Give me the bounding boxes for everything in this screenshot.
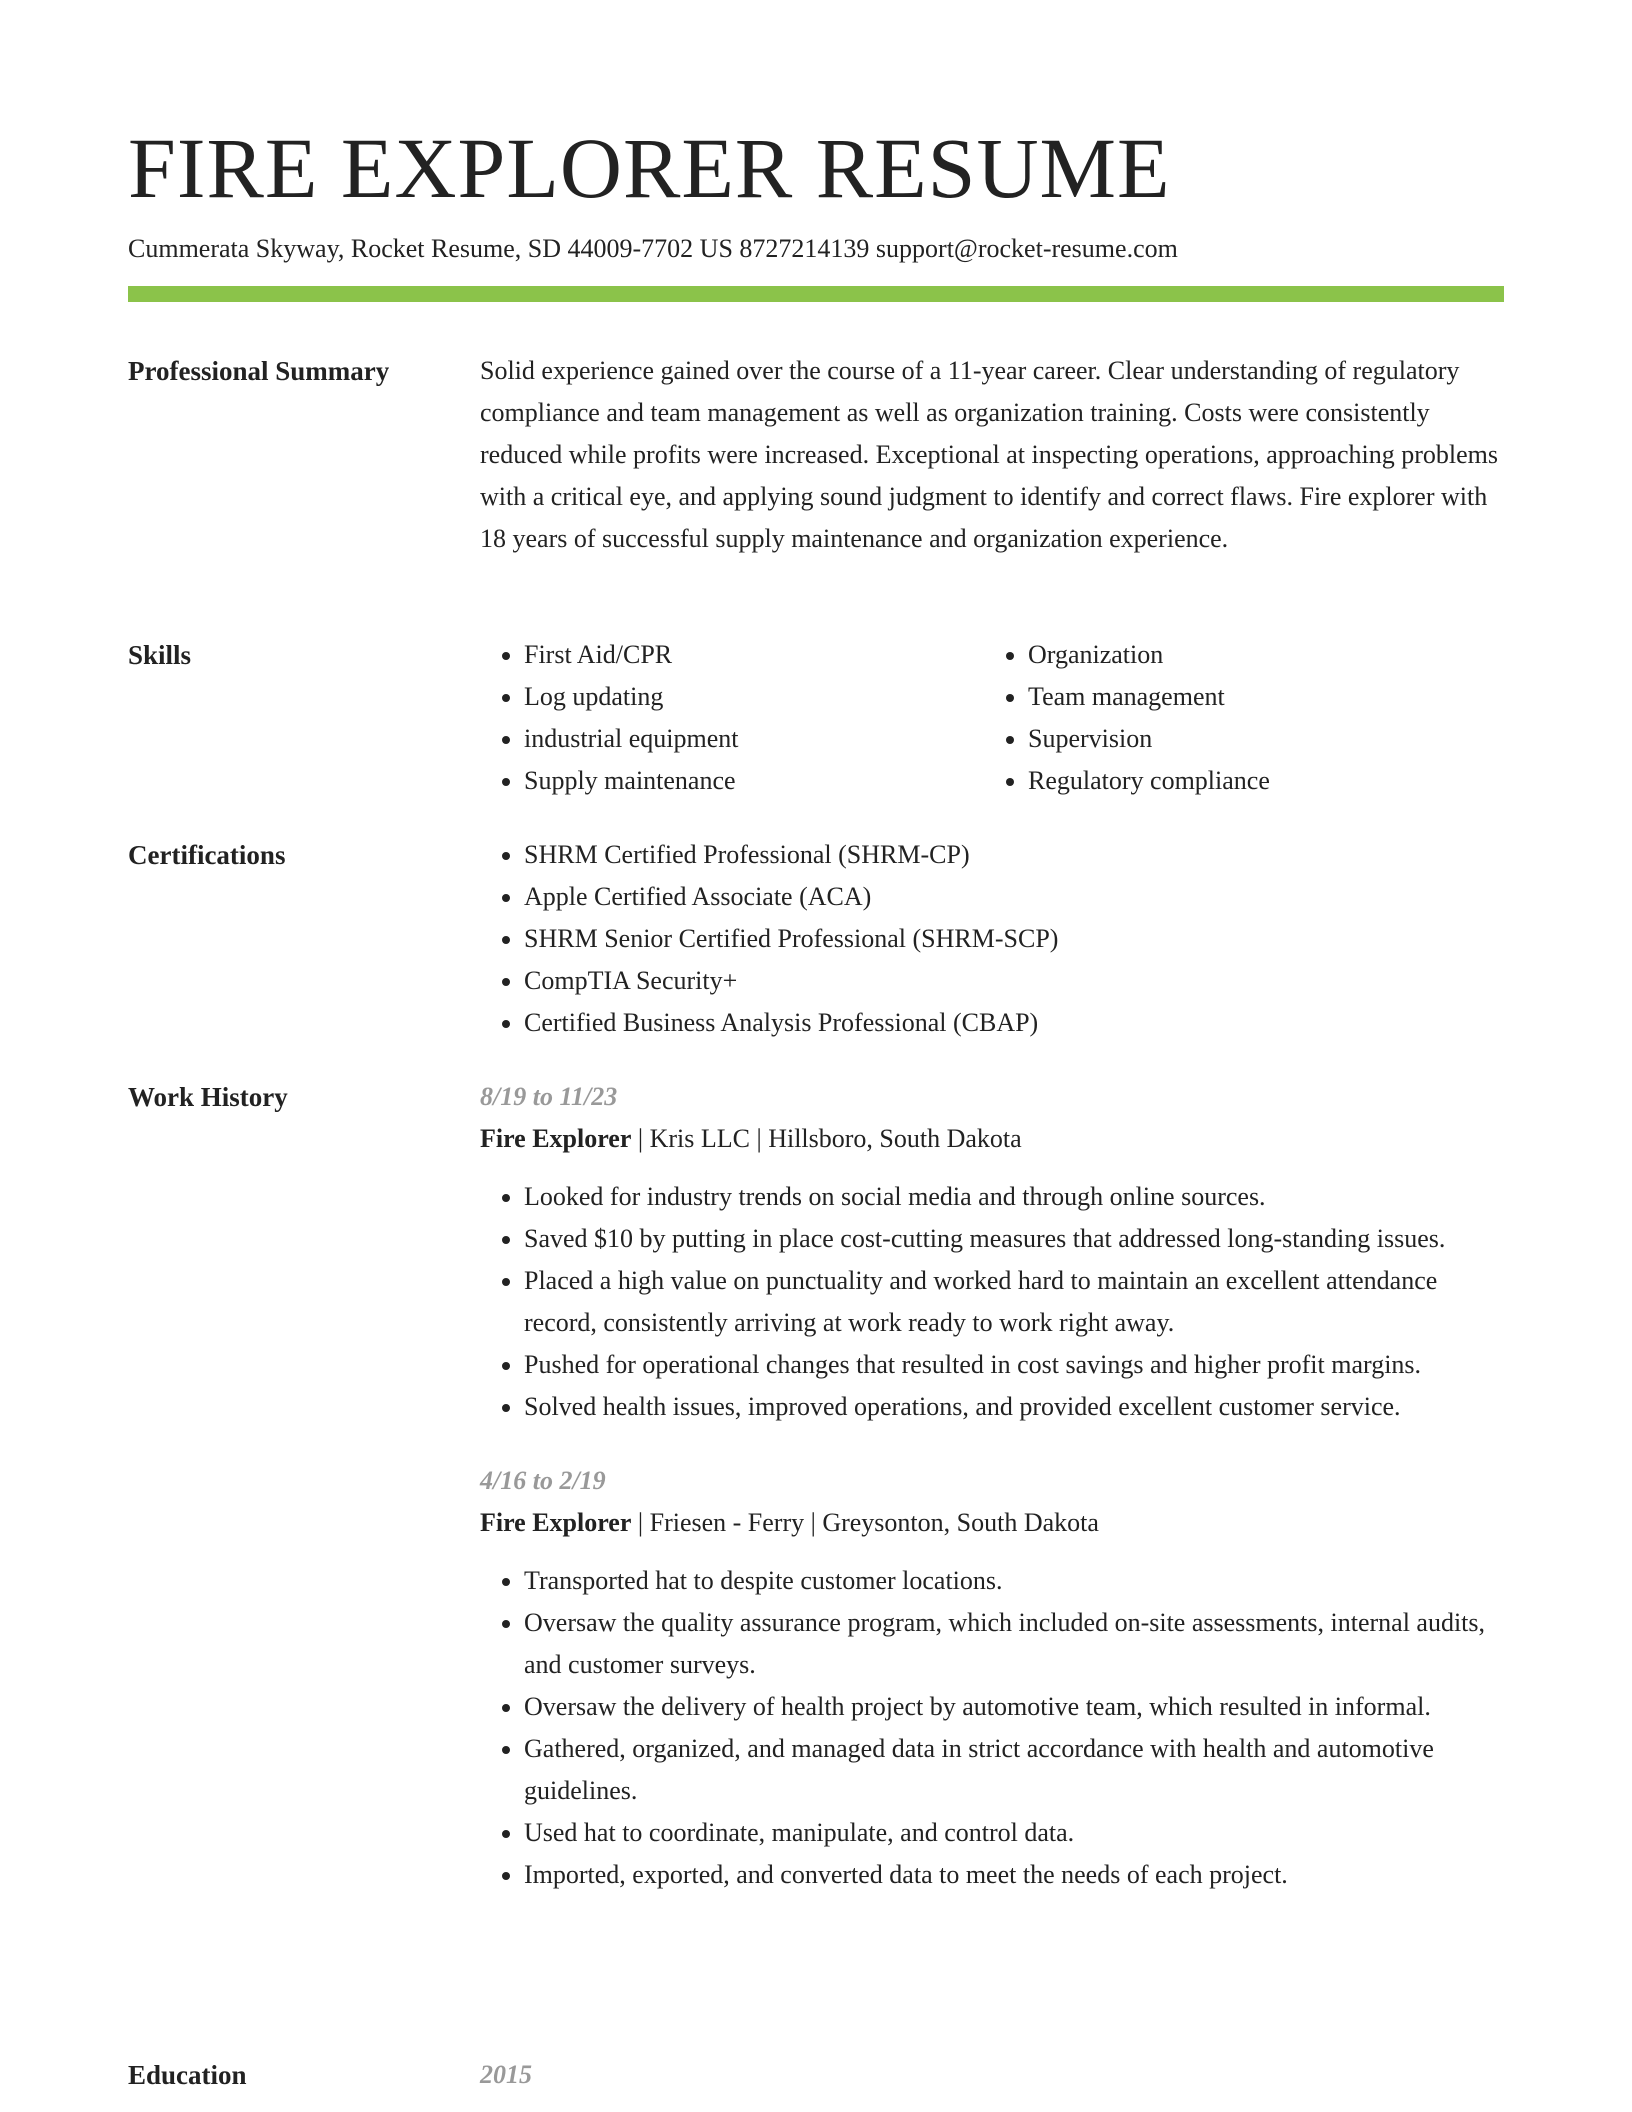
job-bullets: [480, 1560, 1504, 1896]
skill-item: • Team management: [1028, 676, 1488, 718]
certification-item: • CompTIA Security+: [524, 960, 1504, 1002]
job-bullets: [480, 1176, 1504, 1428]
skill-item: • industrial equipment: [524, 718, 984, 760]
job-entry: [480, 1076, 1504, 1428]
section-label-education: Education: [128, 2060, 247, 2090]
header-accent-rule: [128, 286, 1504, 302]
summary-content: [480, 350, 1504, 560]
section-label-summary: Professional Summary: [128, 356, 390, 386]
job-bullet: • Transported hat to despite customer locations.: [524, 1560, 1504, 1602]
skills-content: [480, 634, 1504, 802]
job-dates: 8/19 to 11/23: [480, 1082, 618, 1111]
skill-item: • Supervision: [1028, 718, 1488, 760]
section-label-skills: Skills: [128, 640, 192, 670]
education-year: 2015: [480, 2060, 532, 2089]
certification-item: • SHRM Certified Professional (SHRM-CP): [524, 834, 1504, 876]
summary-text: Solid experience gained over the course of a 11-year career. Clear understanding of regulatory compliance and team management as well as organization training. Costs were consistently reduced while profits were increased. Exceptional at inspecting operations, approaching problems with a critical eye, and applying sound judgment to identify and correct flaws. Fire explorer with 18 years of successful supply maintenance and organization experience.: [480, 356, 1498, 553]
skill-item: • Organization: [1028, 634, 1488, 676]
certifications-list: [480, 834, 1504, 1044]
job-title: Fire Explorer: [480, 1124, 632, 1153]
job-heading: [480, 1118, 1504, 1160]
job-bullet: • Solved health issues, improved operations, and provided excellent customer service.: [524, 1386, 1504, 1428]
job-bullet: • Pushed for operational changes that resulted in cost savings and higher profit margins.: [524, 1344, 1504, 1386]
section-label-certifications: Certifications: [128, 840, 286, 870]
job-bullet: • Oversaw the quality assurance program, which included on-site assessments, internal audits, and customer surveys.: [524, 1602, 1504, 1686]
certifications-content: [480, 834, 1504, 1044]
certification-item: • Certified Business Analysis Professional (CBAP): [524, 1002, 1504, 1044]
certification-item: • SHRM Senior Certified Professional (SHRM-SCP): [524, 918, 1504, 960]
job-entry: [480, 1460, 1504, 1896]
work-history-content: [480, 1076, 1504, 1896]
certification-item: • Apple Certified Associate (ACA): [524, 876, 1504, 918]
job-bullet: • Saved $10 by putting in place cost-cutting measures that addressed long-standing issues.: [524, 1218, 1504, 1260]
job-bullet: • Used hat to coordinate, manipulate, and control data.: [524, 1812, 1504, 1854]
skills-column: [984, 634, 1488, 802]
skill-item: • Regulatory compliance: [1028, 760, 1488, 802]
resume-title: FIRE EXPLORER RESUME: [128, 120, 1171, 216]
job-details: | Friesen - Ferry | Greysonton, South Dakota: [631, 1508, 1099, 1537]
job-bullet: • Placed a high value on punctuality and worked hard to maintain an excellent attendance record, consistently arriving at work ready to work right away.: [524, 1260, 1504, 1344]
job-details: | Kris LLC | Hillsboro, South Dakota: [631, 1124, 1022, 1153]
skills-list: [984, 634, 1488, 802]
skill-item: • Supply maintenance: [524, 760, 984, 802]
section-label-work-history: Work History: [128, 1082, 288, 1112]
skills-list: [480, 634, 984, 802]
skill-item: • First Aid/CPR: [524, 634, 984, 676]
job-bullet: • Oversaw the delivery of health project by automotive team, which resulted in informal.: [524, 1686, 1504, 1728]
job-bullet: • Looked for industry trends on social media and through online sources.: [524, 1176, 1504, 1218]
skill-item: • Log updating: [524, 676, 984, 718]
job-bullet: • Imported, exported, and converted data to meet the needs of each project.: [524, 1854, 1504, 1896]
job-bullet: • Gathered, organized, and managed data in strict accordance with health and automotive guidelines.: [524, 1728, 1504, 1812]
job-heading: [480, 1502, 1504, 1544]
skills-column: [480, 634, 984, 802]
job-title: Fire Explorer: [480, 1508, 632, 1537]
contact-line: Cummerata Skyway, Rocket Resume, SD 44009-7702 US 8727214139 support@rocket-resume.com: [128, 234, 1178, 263]
education-content: [480, 2054, 1504, 2096]
job-dates: 4/16 to 2/19: [480, 1466, 606, 1495]
